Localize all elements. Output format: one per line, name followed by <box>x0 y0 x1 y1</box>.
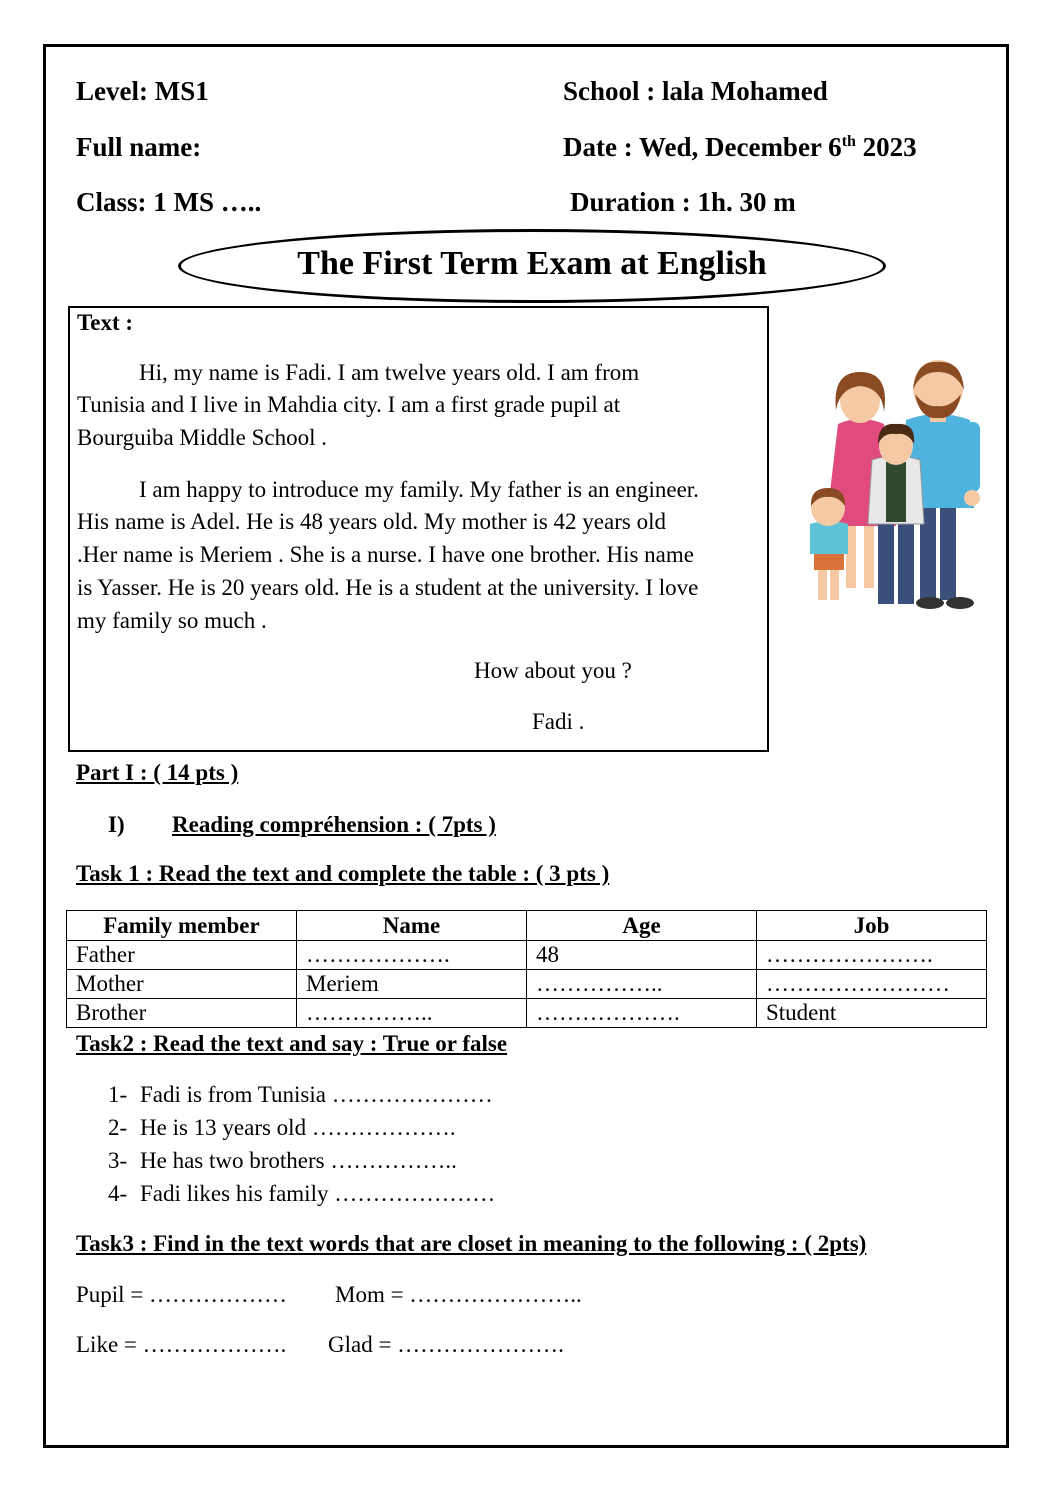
exam-title: The First Term Exam at English <box>297 245 767 282</box>
table-header-row <box>67 911 987 941</box>
column-header: Job <box>757 911 987 941</box>
text-p2-line4: is Yasser. He is 20 years old. He is a student at the university. I love <box>77 575 699 600</box>
text-p2-line5: my family so much . <box>77 608 267 633</box>
task2-heading: Task2 : Read the text and say : True or false <box>76 1031 508 1056</box>
table-row <box>67 970 987 999</box>
table-cell: …………….. <box>297 999 527 1028</box>
list-number: 4- <box>108 1181 128 1206</box>
pupil-synonym: Pupil = ……………… <box>76 1282 288 1307</box>
teen-shirt <box>886 462 906 522</box>
list-text: Fadi likes his family ………………… <box>140 1181 496 1206</box>
mother-leg-right <box>864 518 874 588</box>
table-cell: Brother <box>67 999 297 1028</box>
family-table <box>66 910 987 1028</box>
mom-synonym: Mom = ………………….. <box>335 1282 582 1307</box>
table-row <box>67 999 987 1028</box>
level-label: Level: MS1 <box>76 76 209 106</box>
text-label: Text : <box>77 310 134 335</box>
father-hand <box>964 490 980 506</box>
table-cell: Father <box>67 941 297 970</box>
date-superscript: th <box>841 133 856 150</box>
kid-figure <box>810 488 848 600</box>
list-item <box>108 1082 493 1108</box>
like-synonym: Like = ………………. <box>76 1332 287 1357</box>
text-p1-line3: Bourguiba Middle School . <box>77 425 328 450</box>
list-number: 1- <box>108 1082 128 1107</box>
column-header: Age <box>527 911 757 941</box>
list-text: He has two brothers …………….. <box>140 1148 457 1173</box>
table-cell: …………………… <box>757 970 987 999</box>
task1-heading: Task 1 : Read the text and complete the table : ( 3 pts ) <box>76 861 610 886</box>
table-cell: Meriem <box>297 970 527 999</box>
text-closing: How about you ? <box>474 658 632 683</box>
text-p1-line2: Tunisia and I live in Mahdia city. I am a first grade pupil at <box>77 392 621 417</box>
list-text: He is 13 years old ………………. <box>140 1115 456 1140</box>
table-cell: 48 <box>527 941 757 970</box>
list-item <box>108 1181 495 1207</box>
list-number: 2- <box>108 1115 128 1140</box>
text-p2-line1: I am happy to introduce my family. My father is an engineer. <box>139 477 699 502</box>
section-number: I) <box>108 812 125 837</box>
table-cell: ………………. <box>527 999 757 1028</box>
glad-synonym: Glad = …………………. <box>328 1332 564 1357</box>
family-illustration <box>798 358 994 620</box>
school-label: School : lala Mohamed <box>563 76 828 106</box>
class-label: Class: 1 MS ….. <box>76 187 262 217</box>
duration-label: Duration : 1h. 30 m <box>570 187 796 217</box>
table-cell: Mother <box>67 970 297 999</box>
full-name-label: Full name: <box>76 132 202 162</box>
section-title: Reading compréhension : ( 7pts ) <box>172 812 496 837</box>
table-cell: …………….. <box>527 970 757 999</box>
part1-heading: Part I : ( 14 pts ) <box>76 760 239 785</box>
list-item <box>108 1148 457 1174</box>
text-p2-line3: .Her name is Meriem . She is a nurse. I have one brother. His name <box>77 542 694 567</box>
teen-leg-right <box>898 518 914 604</box>
table-cell: Student <box>757 999 987 1028</box>
list-item <box>108 1115 456 1141</box>
date-year: 2023 <box>855 132 917 162</box>
column-header: Name <box>297 911 527 941</box>
father-arm <box>964 422 980 492</box>
table-cell: ………………. <box>297 941 527 970</box>
date-label <box>563 132 917 163</box>
list-number: 3- <box>108 1148 128 1173</box>
text-p2-line2: His name is Adel. He is 48 years old. My mother is 42 years old <box>77 509 666 534</box>
table-row <box>67 941 987 970</box>
date-prefix: Date : Wed, December 6 <box>563 132 842 162</box>
text-signature: Fadi . <box>532 709 585 734</box>
text-p1-line1: Hi, my name is Fadi. I am twelve years old. I am from <box>139 360 640 385</box>
task3-heading: Task3 : Find in the text words that are closet in meaning to the following : ( 2pts) <box>76 1231 867 1256</box>
father-shoe-right <box>946 597 974 609</box>
father-leg-right <box>940 506 956 600</box>
table-cell: …………………. <box>757 941 987 970</box>
column-header: Family member <box>67 911 297 941</box>
father-shoe-left <box>916 597 944 609</box>
teen-leg-left <box>878 518 894 604</box>
list-text: Fadi is from Tunisia ………………… <box>140 1082 493 1107</box>
